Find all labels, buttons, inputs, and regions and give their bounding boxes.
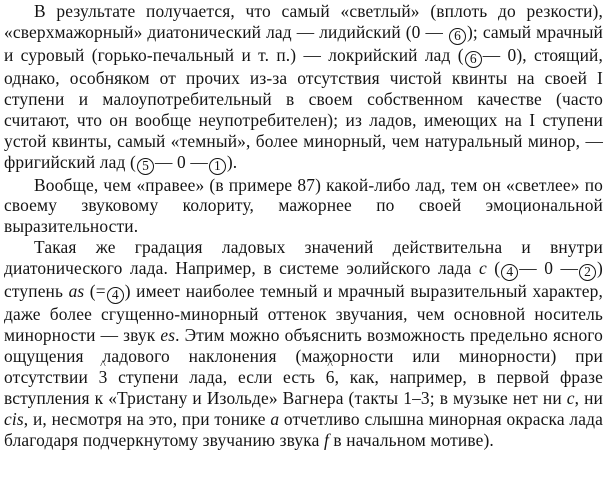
text-run: , и, несмотря на это, при тонике bbox=[23, 408, 271, 429]
text-run: ( bbox=[486, 258, 501, 279]
text-run: ) имеет наиболее темный и мрачный выразительный характер, даже более сгущенно-минорный оттенок звучания, чем основной носитель минорности — звук bbox=[4, 281, 603, 346]
text-run: — 0), стоящий, однако, особняком от прочих из-за отсутствия чистой квинты на своей I ступени и малоупотребительный в своем собственном качестве (часто считают, что он вообще неупотребителен); из ладов, имеющих на I ступени устой квинты, самый «темный», более минорный, чем натуральный минор, — фригийский лад ( bbox=[4, 44, 603, 172]
text-run: отчетливо слышна минорная окраска лада благодаря подчеркнутому звучанию звука bbox=[4, 408, 603, 450]
text-run: ); самый мрачный и суровый (горько-печальный и т. п.) — локрийский лад ( bbox=[4, 21, 603, 65]
paragraph-2 bbox=[4, 175, 603, 238]
text-run: ). bbox=[226, 151, 238, 172]
text-run: — 0 — bbox=[519, 258, 579, 279]
circled-number: 2 bbox=[579, 264, 596, 281]
text-run: ) ступень bbox=[4, 258, 603, 302]
circled-number: 1 bbox=[209, 158, 226, 175]
text-run: , как, например, в первой фразе вступления к «Тристану и Изольде» Вагнера (такты 1–3; в музыке нет ни bbox=[4, 366, 604, 408]
circled-number: 4 bbox=[107, 287, 124, 304]
note-name: a bbox=[270, 408, 280, 429]
text-run: , ни bbox=[574, 387, 603, 408]
note-name: cis bbox=[4, 408, 24, 429]
text-run: Такая же градация ладовых значений действительна и внутри диатонического лада. Например, в системе эолийского лада bbox=[4, 237, 603, 279]
circled-number: 6 bbox=[449, 28, 466, 45]
note-name: c bbox=[566, 387, 575, 408]
text-run: в начальном мотиве). bbox=[328, 429, 494, 450]
scale-degree: ^ 6 bbox=[326, 367, 335, 388]
circled-number: 4 bbox=[501, 264, 518, 281]
text-run: — 0 — bbox=[154, 151, 208, 172]
circled-number: 6 bbox=[465, 51, 482, 68]
paragraph-3 bbox=[4, 237, 603, 450]
note-name: as bbox=[68, 281, 85, 302]
note-name: c bbox=[478, 258, 487, 279]
note-name: f bbox=[323, 429, 329, 450]
text-run: ступени лада, если есть bbox=[107, 366, 326, 387]
circled-number: 5 bbox=[137, 158, 154, 175]
paragraph-1 bbox=[4, 1, 603, 175]
text-run: . Этим можно объяснить возможность предельно ясного ощущения ладового наклонения (мажорности или минорности) при отсутствии bbox=[4, 325, 603, 387]
text-run: В результате получается, что самый «светлый» (вплоть до резкости), «сверхмажорный» диатонический лад — лидийский (0 — bbox=[4, 1, 603, 42]
text-run: (= bbox=[84, 281, 106, 302]
text-run: Вообще, чем «правее» (в примере 87) какой-либо лад, тем он «светлее» по своему звуковому колориту, мажорнее по своей эмоциональной выразительности. bbox=[4, 174, 603, 237]
note-name: es bbox=[160, 325, 176, 346]
scale-degree: ^ 3 bbox=[99, 367, 108, 388]
